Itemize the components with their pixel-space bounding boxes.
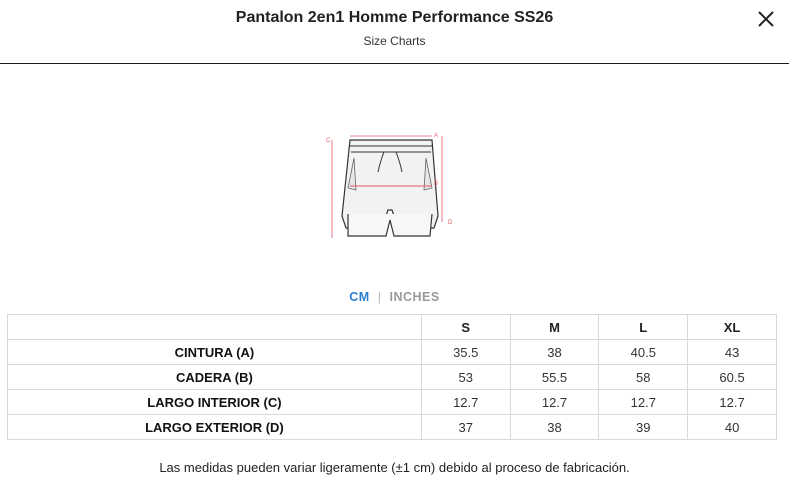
- table-cell: 37: [421, 415, 510, 440]
- table-cell: 12.7: [599, 390, 688, 415]
- row-label: CADERA (B): [8, 365, 422, 390]
- column-header: L: [599, 315, 688, 340]
- table-row: [8, 390, 777, 415]
- unit-separator: |: [377, 290, 382, 304]
- unit-inches-button[interactable]: INCHES: [389, 290, 440, 304]
- table-cell: 58: [599, 365, 688, 390]
- size-chart-table: [7, 314, 777, 440]
- table-row: [8, 365, 777, 390]
- unit-cm-button[interactable]: CM: [349, 290, 370, 304]
- shorts-measurement-diagram: [320, 128, 460, 246]
- page-title: Pantalon 2en1 Homme Performance SS26: [235, 9, 554, 26]
- table-cell: 38: [510, 340, 599, 365]
- table-row: [8, 340, 777, 365]
- modal-header: [0, 0, 789, 64]
- table-header-row: [8, 315, 777, 340]
- table-corner-cell: [8, 315, 422, 340]
- table-row: [8, 415, 777, 440]
- marker-b: B: [434, 181, 439, 187]
- marker-c: C: [326, 138, 331, 144]
- close-icon[interactable]: [755, 8, 777, 30]
- column-header: S: [421, 315, 510, 340]
- row-label: LARGO INTERIOR (C): [8, 390, 422, 415]
- row-label: CINTURA (A): [8, 340, 422, 365]
- table-cell: 12.7: [688, 390, 777, 415]
- table-cell: 43: [688, 340, 777, 365]
- table-cell: 35.5: [421, 340, 510, 365]
- table-cell: 39: [599, 415, 688, 440]
- unit-toggle: [0, 290, 789, 304]
- table-cell: 40.5: [599, 340, 688, 365]
- page-subtitle: Size Charts: [363, 34, 426, 48]
- table-cell: 12.7: [421, 390, 510, 415]
- table-cell: 40: [688, 415, 777, 440]
- table-cell: 38: [510, 415, 599, 440]
- marker-d: D: [448, 220, 453, 226]
- column-header: XL: [688, 315, 777, 340]
- measurement-note: Las medidas pueden variar ligeramente (±1 cm) debido al proceso de fabricación.: [159, 460, 630, 475]
- marker-a: A: [434, 133, 439, 139]
- table-cell: 12.7: [510, 390, 599, 415]
- table-cell: 60.5: [688, 365, 777, 390]
- column-header: M: [510, 315, 599, 340]
- row-label: LARGO EXTERIOR (D): [8, 415, 422, 440]
- table-cell: 53: [421, 365, 510, 390]
- table-cell: 55.5: [510, 365, 599, 390]
